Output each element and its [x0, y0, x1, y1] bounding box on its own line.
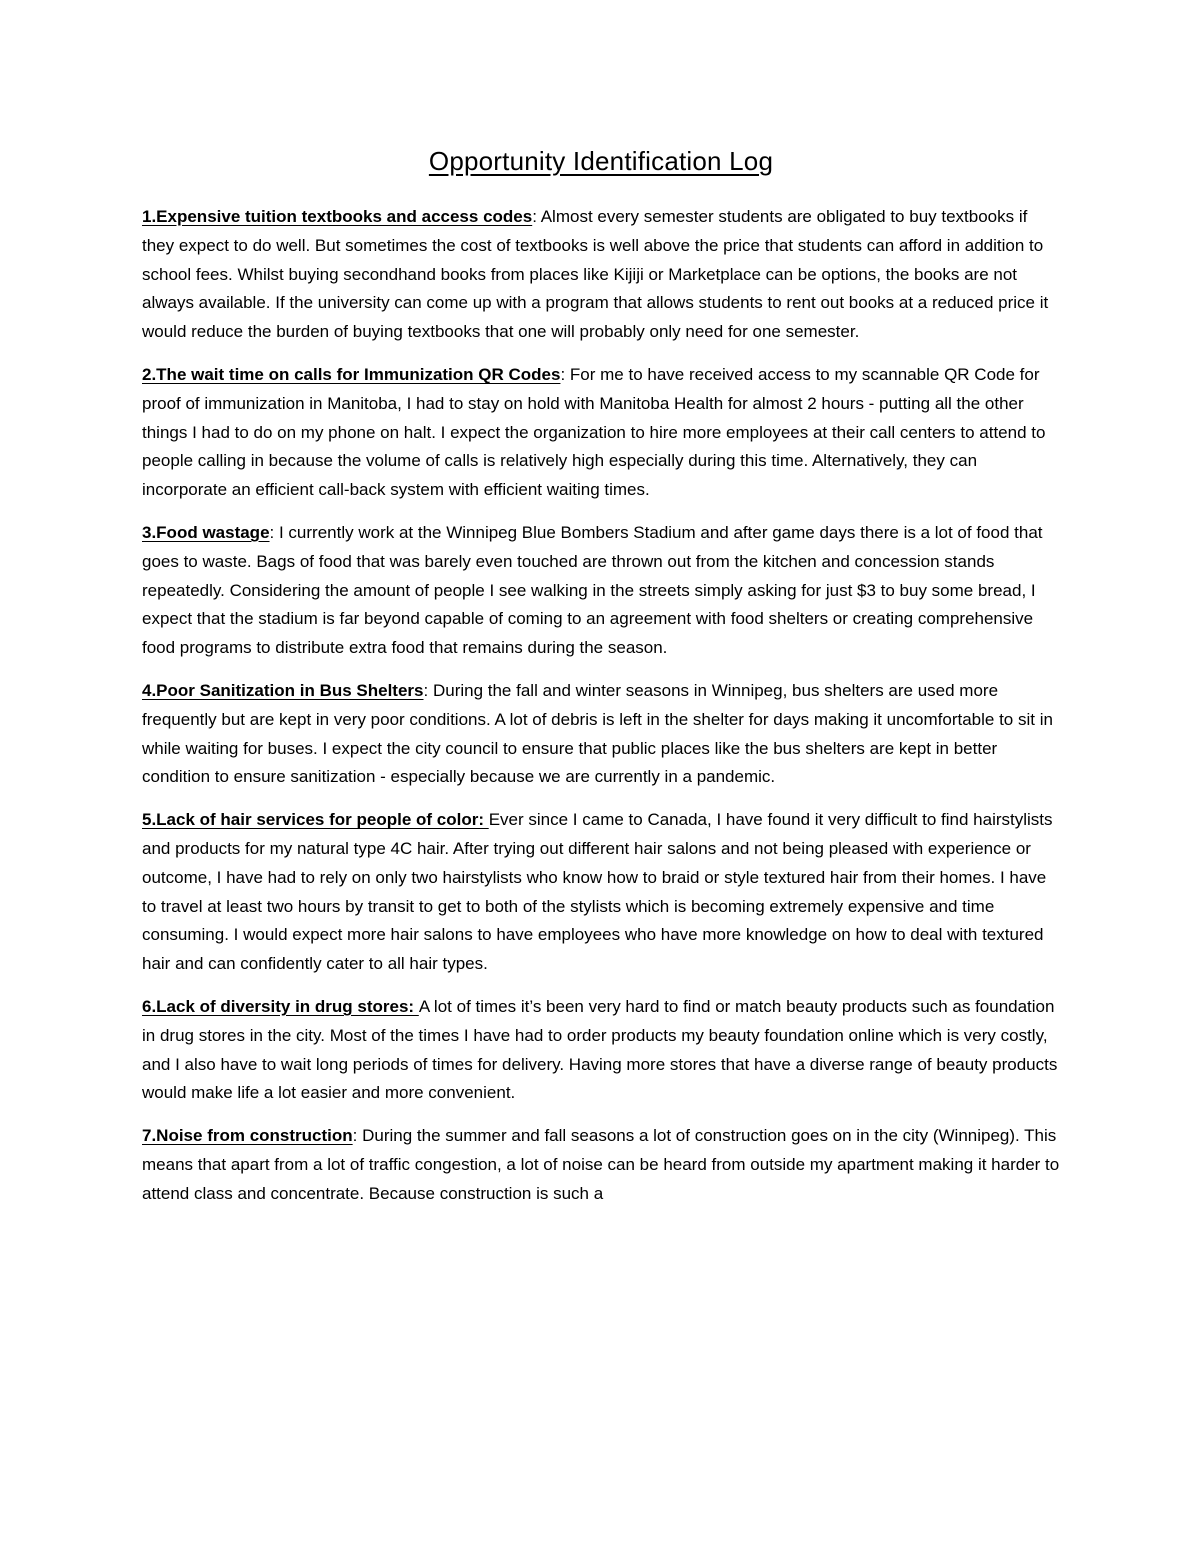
log-entry-4 [142, 677, 1060, 792]
entry-heading: 4.Poor Sanitization in Bus Shelters [142, 680, 424, 700]
entry-heading-colon: : [352, 1126, 358, 1146]
entry-heading-colon: : [532, 207, 537, 226]
page-title: Opportunity Identification Log [428, 146, 774, 176]
log-entry-7 [142, 1122, 1060, 1208]
log-entry-1 [142, 203, 1060, 347]
entry-body: Ever since I came to Canada, I have found it very difficult to find hairstylists and products for my natural type 4C hair. After trying out different hair salons and not being pleased with experience or outcome, I have had to rely on only two hairstylists who know how to braid or style textured hair from their homes. I have to travel at least two hours by transit to get to both of the stylists which is becoming extremely expensive and time consuming. I would expect more hair salons to have employees who have more knowledge on how to deal with textured hair and can confidently cater to all hair types. [142, 810, 1053, 974]
entry-body: I currently work at the Winnipeg Blue Bombers Stadium and after game days there is a lot of food that goes to waste. Bags of food that was barely even touched are thrown out from the kitchen and concession stands repeatedly. Considering the amount of people I see walking in the streets simply asking for just $3 to buy some bread, I expect that the stadium is far beyond capable of coming to an agreement with food shelters or creating comprehensive food programs to distribute extra food that remains during the season. [142, 522, 1043, 658]
document-body [142, 146, 1060, 1223]
entry-heading: 3.Food wastage [142, 522, 270, 542]
log-entry-5 [142, 806, 1060, 979]
entry-heading-colon: : [269, 522, 275, 542]
entry-heading: 5.Lack of hair services for people of color: [142, 810, 489, 830]
entry-heading: 7.Noise from construction [142, 1126, 353, 1146]
entry-body: During the fall and winter seasons in Winnipeg, bus shelters are used more frequently but are kept in very poor conditions. A lot of debris is left in the shelter for days making it uncomfortable to sit in while waiting for buses. I expect the city council to ensure that public places like the bus shelters are kept in better condition to ensure sanitization - especially because we are currently in a pandemic. [142, 680, 1053, 787]
entry-body: For me to have received access to my scannable QR Code for proof of immunization in Manitoba, I had to stay on hold with Manitoba Health for almost 2 hours - putting all the other things I had to do on my phone on halt. I expect the organization to hire more employees at their call centers to attend to people calling in because the volume of calls is relatively high especially during this time. Alternatively, they can incorporate an efficient call-back system with efficient waiting times. [142, 364, 1046, 500]
log-entry-6 [142, 993, 1060, 1108]
entry-heading: 6.Lack of diversity in drug stores: [142, 996, 419, 1016]
entry-heading-colon: : [560, 364, 566, 384]
entry-body: Almost every semester students are obligated to buy textbooks if they expect to do well. But sometimes the cost of textbooks is well above the price that students can afford in addition to school fees. Whilst buying secondhand books from places like Kijiji or Marketplace can be options, the books are not always available. If the university can come up with a program that allows students to rent out books at a reduced price it would reduce the burden of buying textbooks that one will probably only need for one semester. [142, 207, 1049, 342]
log-entry-3 [142, 519, 1060, 663]
entry-heading: 1.Expensive tuition textbooks and access codes [142, 207, 533, 226]
entry-heading-colon: : [423, 680, 429, 700]
entry-heading: 2.The wait time on calls for Immunization QR Codes [142, 364, 561, 384]
entry-body: A lot of times it’s been very hard to find or match beauty products such as foundation in drug stores in the city. Most of the times I have had to order products my beauty foundation online which is very costly, and I also have to wait long periods of times for delivery. Having more stores that have a diverse range of beauty products would make life a lot easier and more convenient. [142, 996, 1058, 1103]
entry-body: During the summer and fall seasons a lot of construction goes on in the city (Winnipeg). This means that apart from a lot of traffic congestion, a lot of noise can be heard from outside my apartment making it harder to attend class and concentrate. Because construction is such a [142, 1126, 1060, 1203]
log-entry-2 [142, 361, 1060, 505]
